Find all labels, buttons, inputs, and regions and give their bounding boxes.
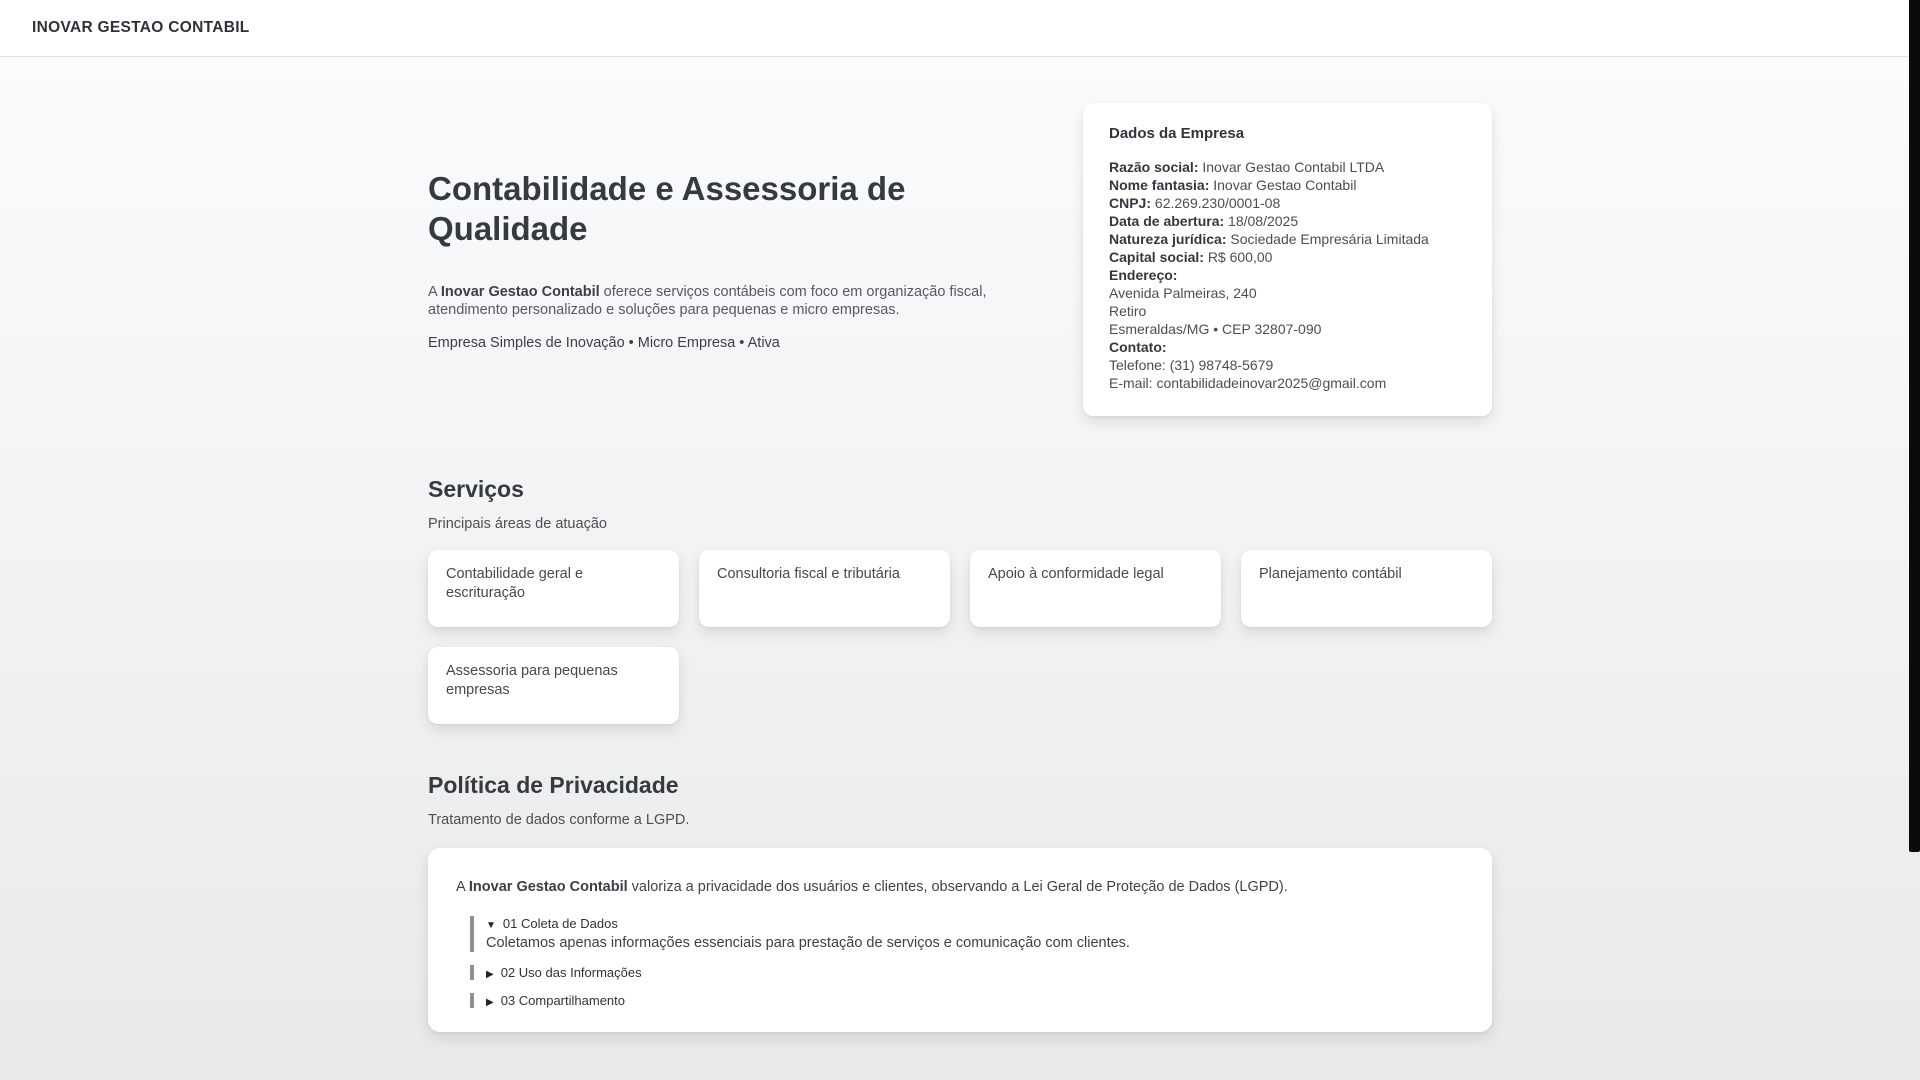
hero-intro-suffix: oferece serviços contábeis com foco em organização fiscal, atendimento personalizado e soluções para pequenas e micro empresas. <box>428 283 987 318</box>
accordion-item-title: 02 Uso das Informações <box>500 965 642 980</box>
field-label: Contato: <box>1109 339 1167 355</box>
field-value: Sociedade Empresária Limitada <box>1230 231 1429 247</box>
company-field-row <box>1109 302 1466 320</box>
accordion-item-uso-das-informacoes <box>470 965 1464 980</box>
field-label: Capital social: <box>1109 249 1204 265</box>
field-value: Inovar Gestao Contabil LTDA <box>1202 159 1385 175</box>
field-value: Avenida Palmeiras, 240 <box>1109 285 1257 301</box>
service-card-label: Planejamento contábil <box>1259 566 1402 582</box>
services-section <box>428 476 1492 724</box>
accordion-toggle-compartilhamento[interactable] <box>486 993 1464 1008</box>
services-grid <box>428 550 1492 724</box>
field-value: Retiro <box>1109 303 1147 319</box>
company-data-card <box>1083 103 1492 416</box>
field-value: Telefone: (31) 98748-5679 <box>1109 357 1274 373</box>
hero-intro-brand: Inovar Gestao Contabil <box>440 283 600 300</box>
hero-intro-prefix: A <box>428 283 441 300</box>
field-label: Natureza jurídica: <box>1109 231 1227 247</box>
accordion-item-coleta-de-dados <box>470 916 1464 952</box>
privacy-title: Política de Privacidade <box>428 772 679 798</box>
privacy-intro-suffix: valoriza a privacidade dos usuários e clientes, observando a Lei Geral de Proteção de Dados (LGPD). <box>627 879 1288 895</box>
service-card-label: Apoio à conformidade legal <box>988 566 1164 582</box>
service-card-label: Contabilidade geral e escrituração <box>446 566 584 601</box>
service-card-consultoria-fiscal <box>699 550 950 627</box>
brand-text: INOVAR GESTAO CONTABIL <box>32 19 250 36</box>
scrollbar-thumb[interactable] <box>1909 0 1920 852</box>
service-card-label: Consultoria fiscal e tributária <box>717 566 900 582</box>
accordion-toggle-uso-das-informacoes[interactable] <box>486 965 1464 980</box>
service-card-planejamento-contabil <box>1241 550 1492 627</box>
service-card-assessoria-pequenas-empresas <box>428 647 679 724</box>
field-value: Esmeraldas/MG • CEP 32807-090 <box>1109 321 1322 337</box>
company-status-line: Empresa Simples de Inovação • Micro Empresa • Ativa <box>428 334 780 351</box>
privacy-section <box>428 772 1492 1032</box>
privacy-card <box>428 848 1492 1032</box>
privacy-intro-brand: Inovar Gestao Contabil <box>468 879 628 895</box>
main-content <box>428 103 1492 1032</box>
company-field-row <box>1109 248 1466 266</box>
accordion-item-title: 01 Coleta de Dados <box>502 916 618 931</box>
privacy-accordion <box>470 916 1464 1008</box>
company-field-row <box>1109 212 1466 230</box>
privacy-intro <box>456 878 1464 896</box>
accordion-item-compartilhamento <box>470 993 1464 1008</box>
triangle-down-icon: ▼ <box>486 920 496 931</box>
page-title: Contabilidade e Assessoria de Qualidade <box>428 169 906 247</box>
field-label: Nome fantasia: <box>1109 177 1210 193</box>
field-value: R$ 600,00 <box>1207 249 1273 265</box>
company-field-row <box>1109 320 1466 338</box>
company-field-row <box>1109 194 1466 212</box>
field-value: Inovar Gestao Contabil <box>1213 177 1357 193</box>
privacy-subtitle: Tratamento de dados conforme a LGPD. <box>428 812 690 828</box>
services-title: Serviços <box>428 476 524 502</box>
field-label: Razão social: <box>1109 159 1199 175</box>
service-card-conformidade-legal <box>970 550 1221 627</box>
service-card-label: Assessoria para pequenas empresas <box>446 663 618 698</box>
company-field-row <box>1109 356 1466 374</box>
company-field-row <box>1109 230 1466 248</box>
company-field-row <box>1109 284 1466 302</box>
company-field-row <box>1109 338 1466 356</box>
hero-text-column <box>428 169 1043 351</box>
company-field-row <box>1109 176 1466 194</box>
privacy-intro-prefix: A <box>456 879 469 895</box>
services-subtitle: Principais áreas de atuação <box>428 516 607 532</box>
field-label: CNPJ: <box>1109 195 1152 211</box>
triangle-right-icon: ▶ <box>486 969 494 980</box>
accordion-item-title: 03 Compartilhamento <box>500 993 625 1008</box>
field-value: 18/08/2025 <box>1228 213 1299 229</box>
field-value: 62.269.230/0001-08 <box>1154 195 1281 211</box>
field-value: E-mail: contabilidadeinovar2025@gmail.com <box>1109 375 1387 391</box>
hero-intro <box>428 283 1043 319</box>
hero-section <box>428 103 1492 416</box>
service-card-contabilidade-geral <box>428 550 679 627</box>
accordion-item-body: Coletamos apenas informações essenciais para prestação de serviços e comunicação com clientes. <box>486 935 1130 951</box>
field-label: Data de abertura: <box>1109 213 1225 229</box>
header <box>0 0 1920 57</box>
company-field-row <box>1109 266 1466 284</box>
company-field-row <box>1109 158 1466 176</box>
company-card-title: Dados da Empresa <box>1109 125 1245 142</box>
triangle-right-icon: ▶ <box>486 997 494 1008</box>
company-field-row <box>1109 374 1466 392</box>
accordion-toggle-coleta-de-dados[interactable] <box>486 916 1464 931</box>
field-label: Endereço: <box>1109 267 1178 283</box>
